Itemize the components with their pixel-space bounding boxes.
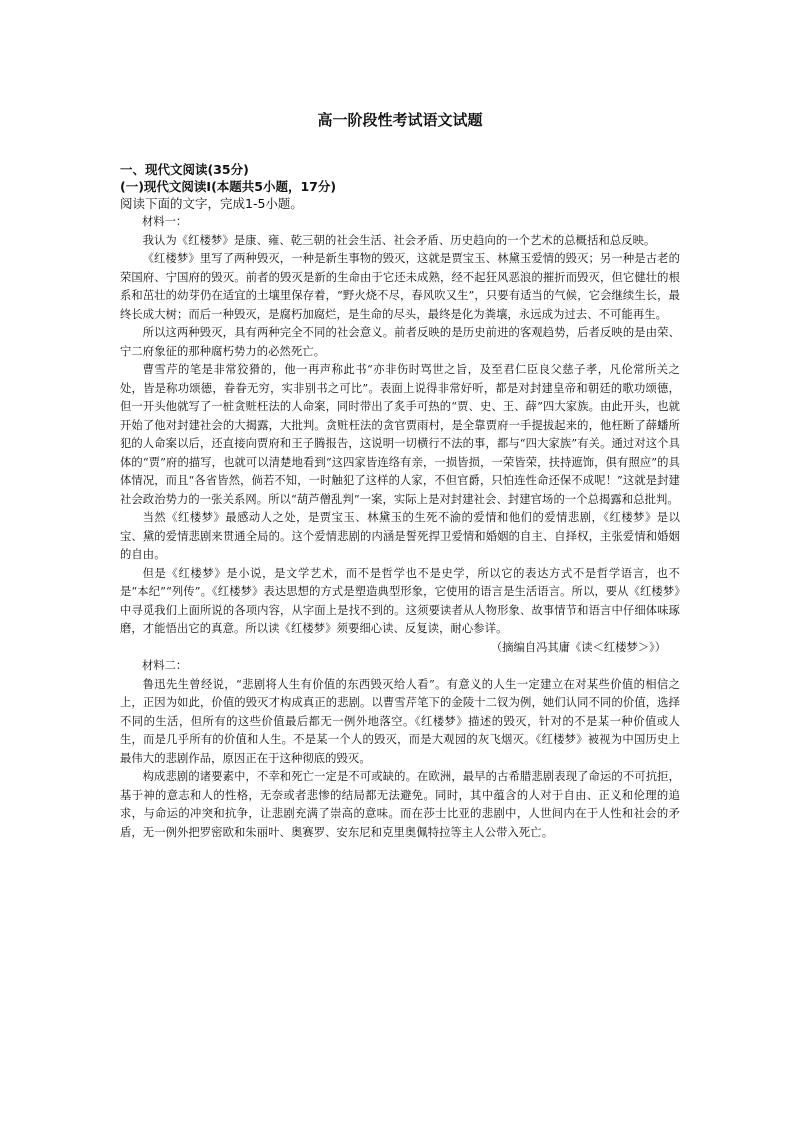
material-one-paragraph: 所以这两种毁灭，具有两种完全不同的社会意义。前者反映的是历史前进的客观趋势，后者反映的是由荣、宁二府象征的那种腐朽势力的必然死亡。 (120, 326, 680, 358)
material-one-source: （摘编自冯其庸《读＜红楼梦＞》） (490, 640, 666, 654)
page-title: 高一阶段性考试语文试题 (317, 111, 483, 129)
material-one-paragraph: 我认为《红楼梦》是康、雍、乾三朝的社会生活、社会矛盾、历史趋向的一个艺术的总概括和总反映。 (142, 233, 656, 247)
material-one-paragraph: 曹雪芹的笔是非常狡猾的，他一再声称此书“亦非伤时骂世之旨，及至君仁臣良父慈子孝，凡伦常所关之处，皆是称功颂德，眷眷无穷，实非别书之可比”。表面上说得非常好听，都是对封建皇帝和朝廷的歌功颂德，但一开头他就写了一桩贪赃枉法的人命案，同时带出了炙手可热的“贾、史、王、薛”四大家族。由此开头，也就开始了他对封建社会的大揭露，大批判。贪赃枉法的贪官贾雨村，是全靠贾府一手提拔起来的，他枉断了薛蟠所犯的人命案以后，还直接向贾府和王子腾报告，这说明一切横行不法的事，都与“四大家族”有关。通过对这个具体的“贾”府的描写，也就可以清楚地看到“这四家皆连络有亲，一损皆损，一荣皆荣，扶持遮饰，俱有照应”的具体情况，而且“各省皆然，倘若不知，一时触犯了这样的人家，不但官爵，只怕连性命还保不成呢！”这就是封建社会政治势力的一张关系网。所以“葫芦僧乱判”一案，实际上是对封建社会、封建官场的一个总揭露和总批判。 (120, 363, 680, 506)
material-one-label: 材料一： (142, 215, 188, 228)
material-two-label: 材料二： (142, 659, 188, 672)
instruction-text: 阅读下面的文字，完成1-5小题。 (120, 196, 303, 211)
exam-page (120, 110, 680, 842)
section-heading: 一、现代文阅读(35分) (120, 162, 249, 177)
material-one-paragraph: 当然《红楼梦》最感动人之处，是贾宝玉、林黛玉的生死不渝的爱情和他们的爱情悲剧，《红楼梦》是以宝、黛的爱情悲剧来贯通全局的。这个爱情悲剧的内涵是誓死捍卫爱情和婚姻的自主、自择权，主张爱情和婚姻的自由。 (120, 511, 680, 561)
material-two-paragraph: 构成悲剧的诸要素中，不幸和死亡一定是不可或缺的。在欧洲，最早的古希腊悲剧表现了命运的不可抗拒，基于神的意志和人的性格，无奈或者悲惨的结局都无法避免。同时，其中蕴含的人对于自由、正义和伦理的追求，与命运的冲突和抗争，让悲剧充满了崇高的意味。而在莎士比亚的悲剧中，人世间内在于人性和社会的矛盾，无一例外把罗密欧和朱丽叶、奥赛罗、安东尼和克里奥佩特拉等主人公带入死亡。 (120, 770, 680, 839)
material-one-paragraph: 《红楼梦》里写了两种毁灭，一种是新生事物的毁灭，这就是贾宝玉、林黛玉爱情的毁灭；另一种是古老的荣国府、宁国府的毁灭。前者的毁灭是新的生命由于它还未成熟，经不起狂风恶浪的摧折而毁灭，但它健壮的根系和茁壮的幼芽仍在适宜的土壤里保存着，“野火烧不尽，春风吹又生”，只要有适当的气候，它会继续生长，最终长成大树；而后一种毁灭，是腐朽加腐烂，是生命的尽头，最终是化为粪壤，永远成为过去、不可能再生。 (120, 252, 680, 321)
material-one-paragraph: 但是《红楼梦》是小说，是文学艺术，而不是哲学也不是史学，所以它的表达方式不是哲学语言，也不是“本纪”“列传”。《红楼梦》表达思想的方式是塑造典型形象，它使用的语言是生活语言。所以，要从《红楼梦》中寻觅我们上面所说的各项内容，从字面上是找不到的。这须要读者从人物形象、故事情节和语言中仔细体味琢磨，才能悟出它的真意。所以读《红楼梦》须要细心读、反复读，耐心参详。 (120, 566, 680, 635)
material-two-paragraph: 鲁迅先生曾经说，“悲剧将人生有价值的东西毁灭给人看”。有意义的人生一定建立在对某些价值的相信之上，正因为如此，价值的毁灭才构成真正的悲剧。以曹雪芹笔下的金陵十二钗为例，她们认同不同的价值，选择不同的生活，但所有的这些价值最后都无一例外地落空。《红楼梦》描述的毁灭，针对的不是某一种价值或人生，而是几乎所有的价值和人生。不是某一个人的毁灭，而是大观园的灰飞烟灭。《红楼梦》被视为中国历史上最伟大的悲剧作品，原因正在于这种彻底的毁灭。 (120, 677, 680, 765)
subsection-heading: (一)现代文阅读Ⅰ(本题共5小题，17分) (120, 179, 337, 194)
